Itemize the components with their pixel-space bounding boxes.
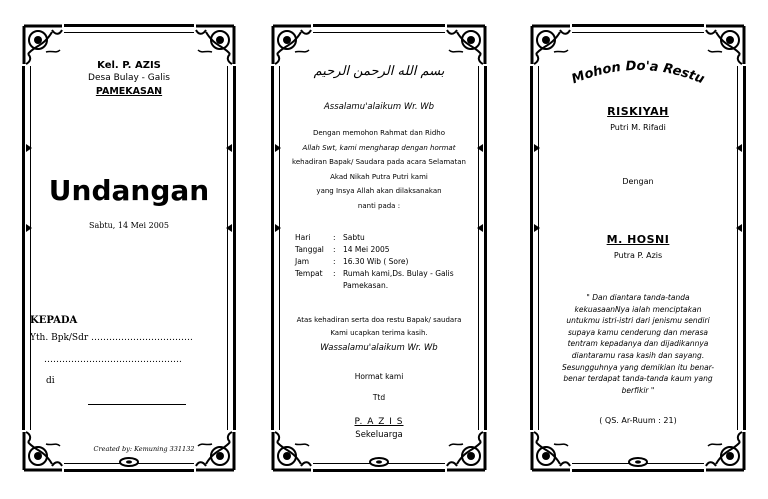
- invitation-detail-panel: [271, 24, 487, 472]
- groom-parent: Putra P. Azis: [613, 251, 663, 260]
- closing-greeting: Wassalamu'alaikum Wr. Wb: [320, 343, 438, 353]
- body-line: kehadiran Bapak/ Saudara pada acara Selamatan: [292, 158, 466, 166]
- body-line: Dengan memohon Rahmat dan Ridho: [312, 129, 445, 137]
- quote-line: supaya kamu cenderung dan merasa: [567, 327, 709, 337]
- quote-line: Sesungguhnya yang demikian itu benar-: [561, 362, 715, 372]
- detail-content: [283, 24, 475, 472]
- detail-row-date: Tanggal : 14 Mei 2005: [295, 245, 390, 254]
- recipient-label: KEPADA: [30, 315, 78, 326]
- signer-name: P. A Z I S: [354, 417, 404, 427]
- cover-content: [30, 24, 224, 472]
- body-line: Allah Swt, kami mengharap dengan hormat: [302, 143, 456, 152]
- invitation-cover-panel: [22, 24, 236, 472]
- opening-greeting: Assalamu'alaikum Wr. Wb: [323, 102, 435, 112]
- recipient-line-2: ……………………………………….: [44, 355, 182, 365]
- family-name: Kel. P. AZIS: [97, 60, 161, 71]
- groom-name: M. HOSNI: [606, 233, 670, 246]
- bride-name: RISKIYAH: [607, 105, 669, 118]
- blessing-request-panel: [530, 24, 746, 472]
- invitation-body: [283, 126, 475, 213]
- quote-line: benar terdapat tanda-tanda kaum yang: [563, 374, 713, 384]
- signature-label: Ttd: [372, 393, 386, 402]
- detail-row-place: Tempat : Rumah kami,Ds. Bulay - Galis: [295, 269, 454, 278]
- blessing-content: [542, 24, 734, 472]
- event-details: [295, 232, 475, 292]
- location-blank-line: [88, 404, 186, 405]
- quote-line: kekuasaanNya ialah menciptakan: [574, 304, 702, 314]
- bride-parent: Putri M. Rifadi: [610, 123, 666, 132]
- recipient-location-label: di: [46, 376, 55, 386]
- quote-citation: ( QS. Ar-Ruum : 21): [599, 416, 677, 425]
- regards-label: Hormat kami: [354, 372, 404, 381]
- conjunction-text: Dengan: [622, 177, 654, 186]
- detail-row-place-cont: Pamekasan.: [343, 281, 389, 290]
- quote-line: berfikir ": [621, 385, 655, 395]
- closing-thanks-line-2: Kami ucapkan terima kasih.: [330, 329, 428, 337]
- quote-line: untukmu istri-istri dari jenismu sendiri: [566, 316, 710, 326]
- svg-text:Mohon Do'a Restu: [570, 59, 707, 87]
- detail-row-day: Hari : Sabtu: [295, 233, 365, 242]
- invitation-title: Undangan: [48, 174, 210, 207]
- body-line: Akad Nikah Putra Putri kami: [330, 172, 428, 181]
- quote-line: " Dan diantara tanda-tanda: [586, 293, 690, 302]
- blessing-heading-arc: [552, 54, 724, 94]
- signer-family: Sekeluarga: [355, 430, 403, 440]
- bismillah-calligraphy: بسم الله الرحمن الرحيم: [313, 64, 445, 79]
- quote-line: diantaramu rasa kasih dan sayang.: [571, 350, 705, 360]
- invitation-date: Sabtu, 14 Mei 2005: [89, 221, 169, 230]
- detail-row-time: Jam : 16.30 Wib ( Sore): [295, 257, 409, 266]
- city: PAMEKASAN: [95, 86, 163, 97]
- creator-credit: Created by: Kemuning 331132: [93, 445, 195, 453]
- quote-line: tentram kepadanya dan dijadikannya: [567, 339, 709, 349]
- recipient-line-1: Yth. Bpk/Sdr …………………………….: [30, 333, 193, 343]
- body-line: yang Insya Allah akan dilaksanakan: [316, 187, 442, 195]
- closing-thanks-line-1: Atas kehadiran serta doa restu Bapak/ saudara: [296, 316, 462, 324]
- quran-quote: [538, 292, 738, 396]
- body-line: nanti pada :: [357, 201, 401, 210]
- blessing-heading: Mohon Do'a Restu: [569, 58, 707, 88]
- address: Desa Bulay - Galis: [88, 73, 170, 83]
